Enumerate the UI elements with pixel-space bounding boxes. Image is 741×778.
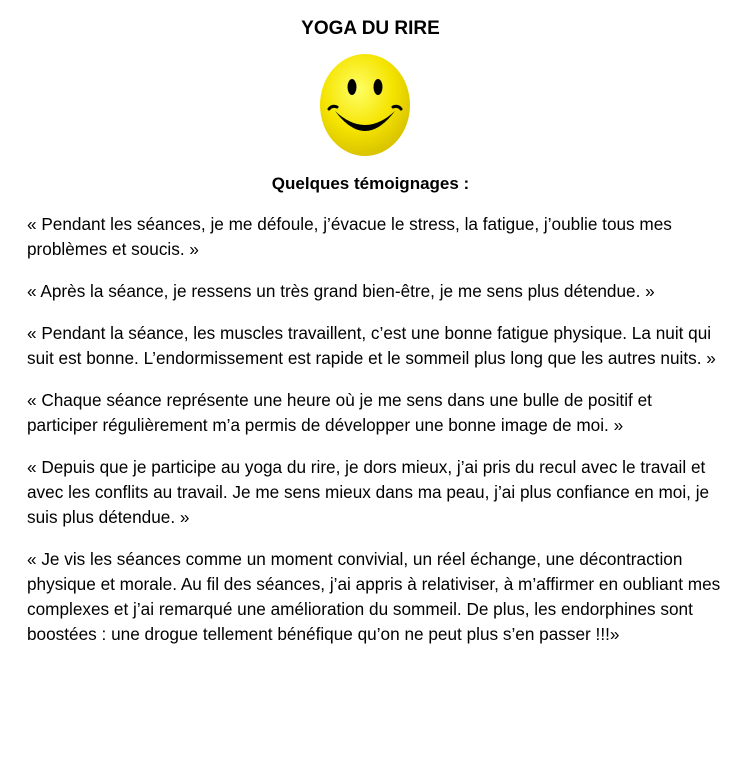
smiley-right-eye: [374, 79, 383, 95]
testimonials-list: [27, 212, 727, 664]
smiley-face-icon: [319, 53, 411, 157]
testimonial-6: « Je vis les séances comme un moment convivial, un réel échange, une décontraction physique et morale. Au fil des séances, j’ai appris à relativiser, à m’affirmer en oubliant mes complexes et j’ai remarqué une amélioration du sommeil. De plus, les endorphines sont boostées : une drogue tellement bénéfique qu’on ne peut plus s’en passer !!!»: [27, 549, 721, 644]
testimonial-3: « Pendant la séance, les muscles travaillent, c’est une bonne fatigue physique. La nuit qui suit est bonne. L’endormissement est rapide et le sommeil plus long que les autres nuits. »: [27, 323, 716, 368]
smiley-left-eye: [348, 79, 357, 95]
testimonial-4: « Chaque séance représente une heure où je me sens dans une bulle de positif et participer régulièrement m’a permis de développer une bonne image de moi. »: [27, 390, 652, 435]
testimonial-5: « Depuis que je participe au yoga du rire, je dors mieux, j’ai pris du recul avec le travail et avec les conflits au travail. Je me sens mieux dans ma peau, j’ai plus confiance en moi, je suis plus détendue. »: [27, 457, 710, 527]
testimonial-2: « Après la séance, je ressens un très grand bien-être, je me sens plus détendue. »: [27, 281, 655, 301]
testimonial-1: « Pendant les séances, je me défoule, j’évacue le stress, la fatigue, j’oublie tous mes problèmes et soucis. »: [27, 214, 672, 259]
testimonials-heading: Quelques témoignages :: [271, 174, 470, 193]
page-title: YOGA DU RIRE: [301, 18, 440, 39]
